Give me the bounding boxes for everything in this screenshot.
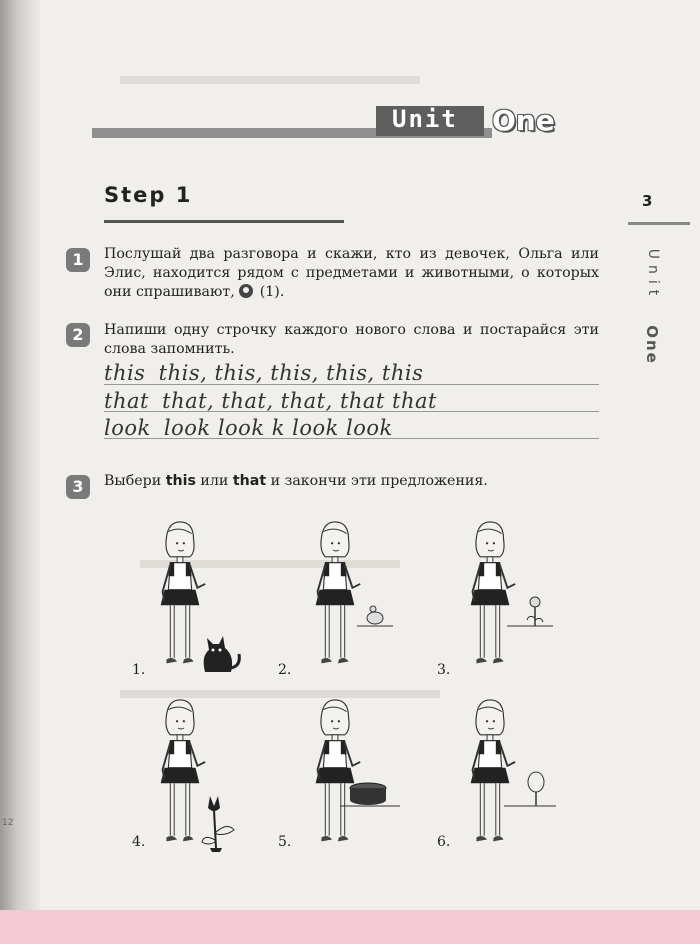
picture-label: 5. <box>278 834 292 850</box>
printed-word: this <box>104 361 146 385</box>
book-spine-shadow <box>0 0 40 944</box>
side-tab-one <box>640 320 661 365</box>
page-number: 3 <box>642 192 653 210</box>
handwriting-row-that <box>104 389 437 413</box>
handwritten-copies: that, that, that, that that <box>162 389 437 413</box>
facing-page-number: 12 <box>2 818 14 828</box>
task-3-number: 3 <box>66 475 90 499</box>
task-1-number: 1 <box>66 248 90 272</box>
side-tab-unit-text: Unit <box>645 248 661 302</box>
task-3-text-mid: или <box>195 473 233 489</box>
picture-label: 1. <box>132 662 146 678</box>
audio-track-ref: (1). <box>259 284 285 300</box>
task-3-text-before: Выбери <box>104 473 166 489</box>
step-title: Step 1 <box>104 183 193 207</box>
cat-drawing <box>195 628 243 676</box>
picture-label: 3. <box>437 662 451 678</box>
handwritten-copies: look look k look look <box>163 416 393 440</box>
handwriting-row-this <box>104 361 423 385</box>
cake-drawing <box>340 778 402 810</box>
audio-disc-icon <box>239 284 253 298</box>
step-underline <box>104 220 344 223</box>
bleed-through-mark <box>120 76 420 84</box>
printed-word: look <box>104 416 151 440</box>
bleed-through-mark <box>120 690 440 698</box>
handwriting-row-look <box>104 416 393 440</box>
scan-bottom-strip <box>0 910 700 944</box>
task-1-text: Послушай два разговора и скажи, кто из девочек, Ольга или Элис, находится рядом с предметами и животными, о которых они спрашивают, <box>104 246 599 300</box>
picture-label: 4. <box>132 834 146 850</box>
picture-label: 6. <box>437 834 451 850</box>
task-3-instruction <box>104 472 599 491</box>
girl-figure <box>305 520 365 675</box>
mouse-drawing <box>355 600 395 630</box>
task-2-instruction: Напиши одну строчку каждого нового слова и постарайся эти слова запомнить. <box>104 322 599 357</box>
side-tab-rule <box>628 222 690 225</box>
flower-drawing <box>198 792 240 854</box>
girl-figure <box>305 698 365 853</box>
keyword-that: that <box>232 473 267 489</box>
task-3-text-after: и закончи эти предложения. <box>266 473 488 489</box>
printed-word: that <box>104 389 149 413</box>
picture-label: 2. <box>278 662 292 678</box>
side-tab-unit <box>640 240 661 302</box>
tree-drawing <box>502 770 558 810</box>
task-1-instruction <box>104 245 599 302</box>
side-tab-one-text: One <box>643 325 661 365</box>
task-2-number: 2 <box>66 323 90 347</box>
unit-label: Unit <box>392 105 458 133</box>
handwritten-copies: this, this, this, this, this <box>158 361 424 385</box>
unit-number-word: One <box>492 104 555 137</box>
keyword-this: this <box>165 473 196 489</box>
flower-drawing <box>505 592 555 632</box>
